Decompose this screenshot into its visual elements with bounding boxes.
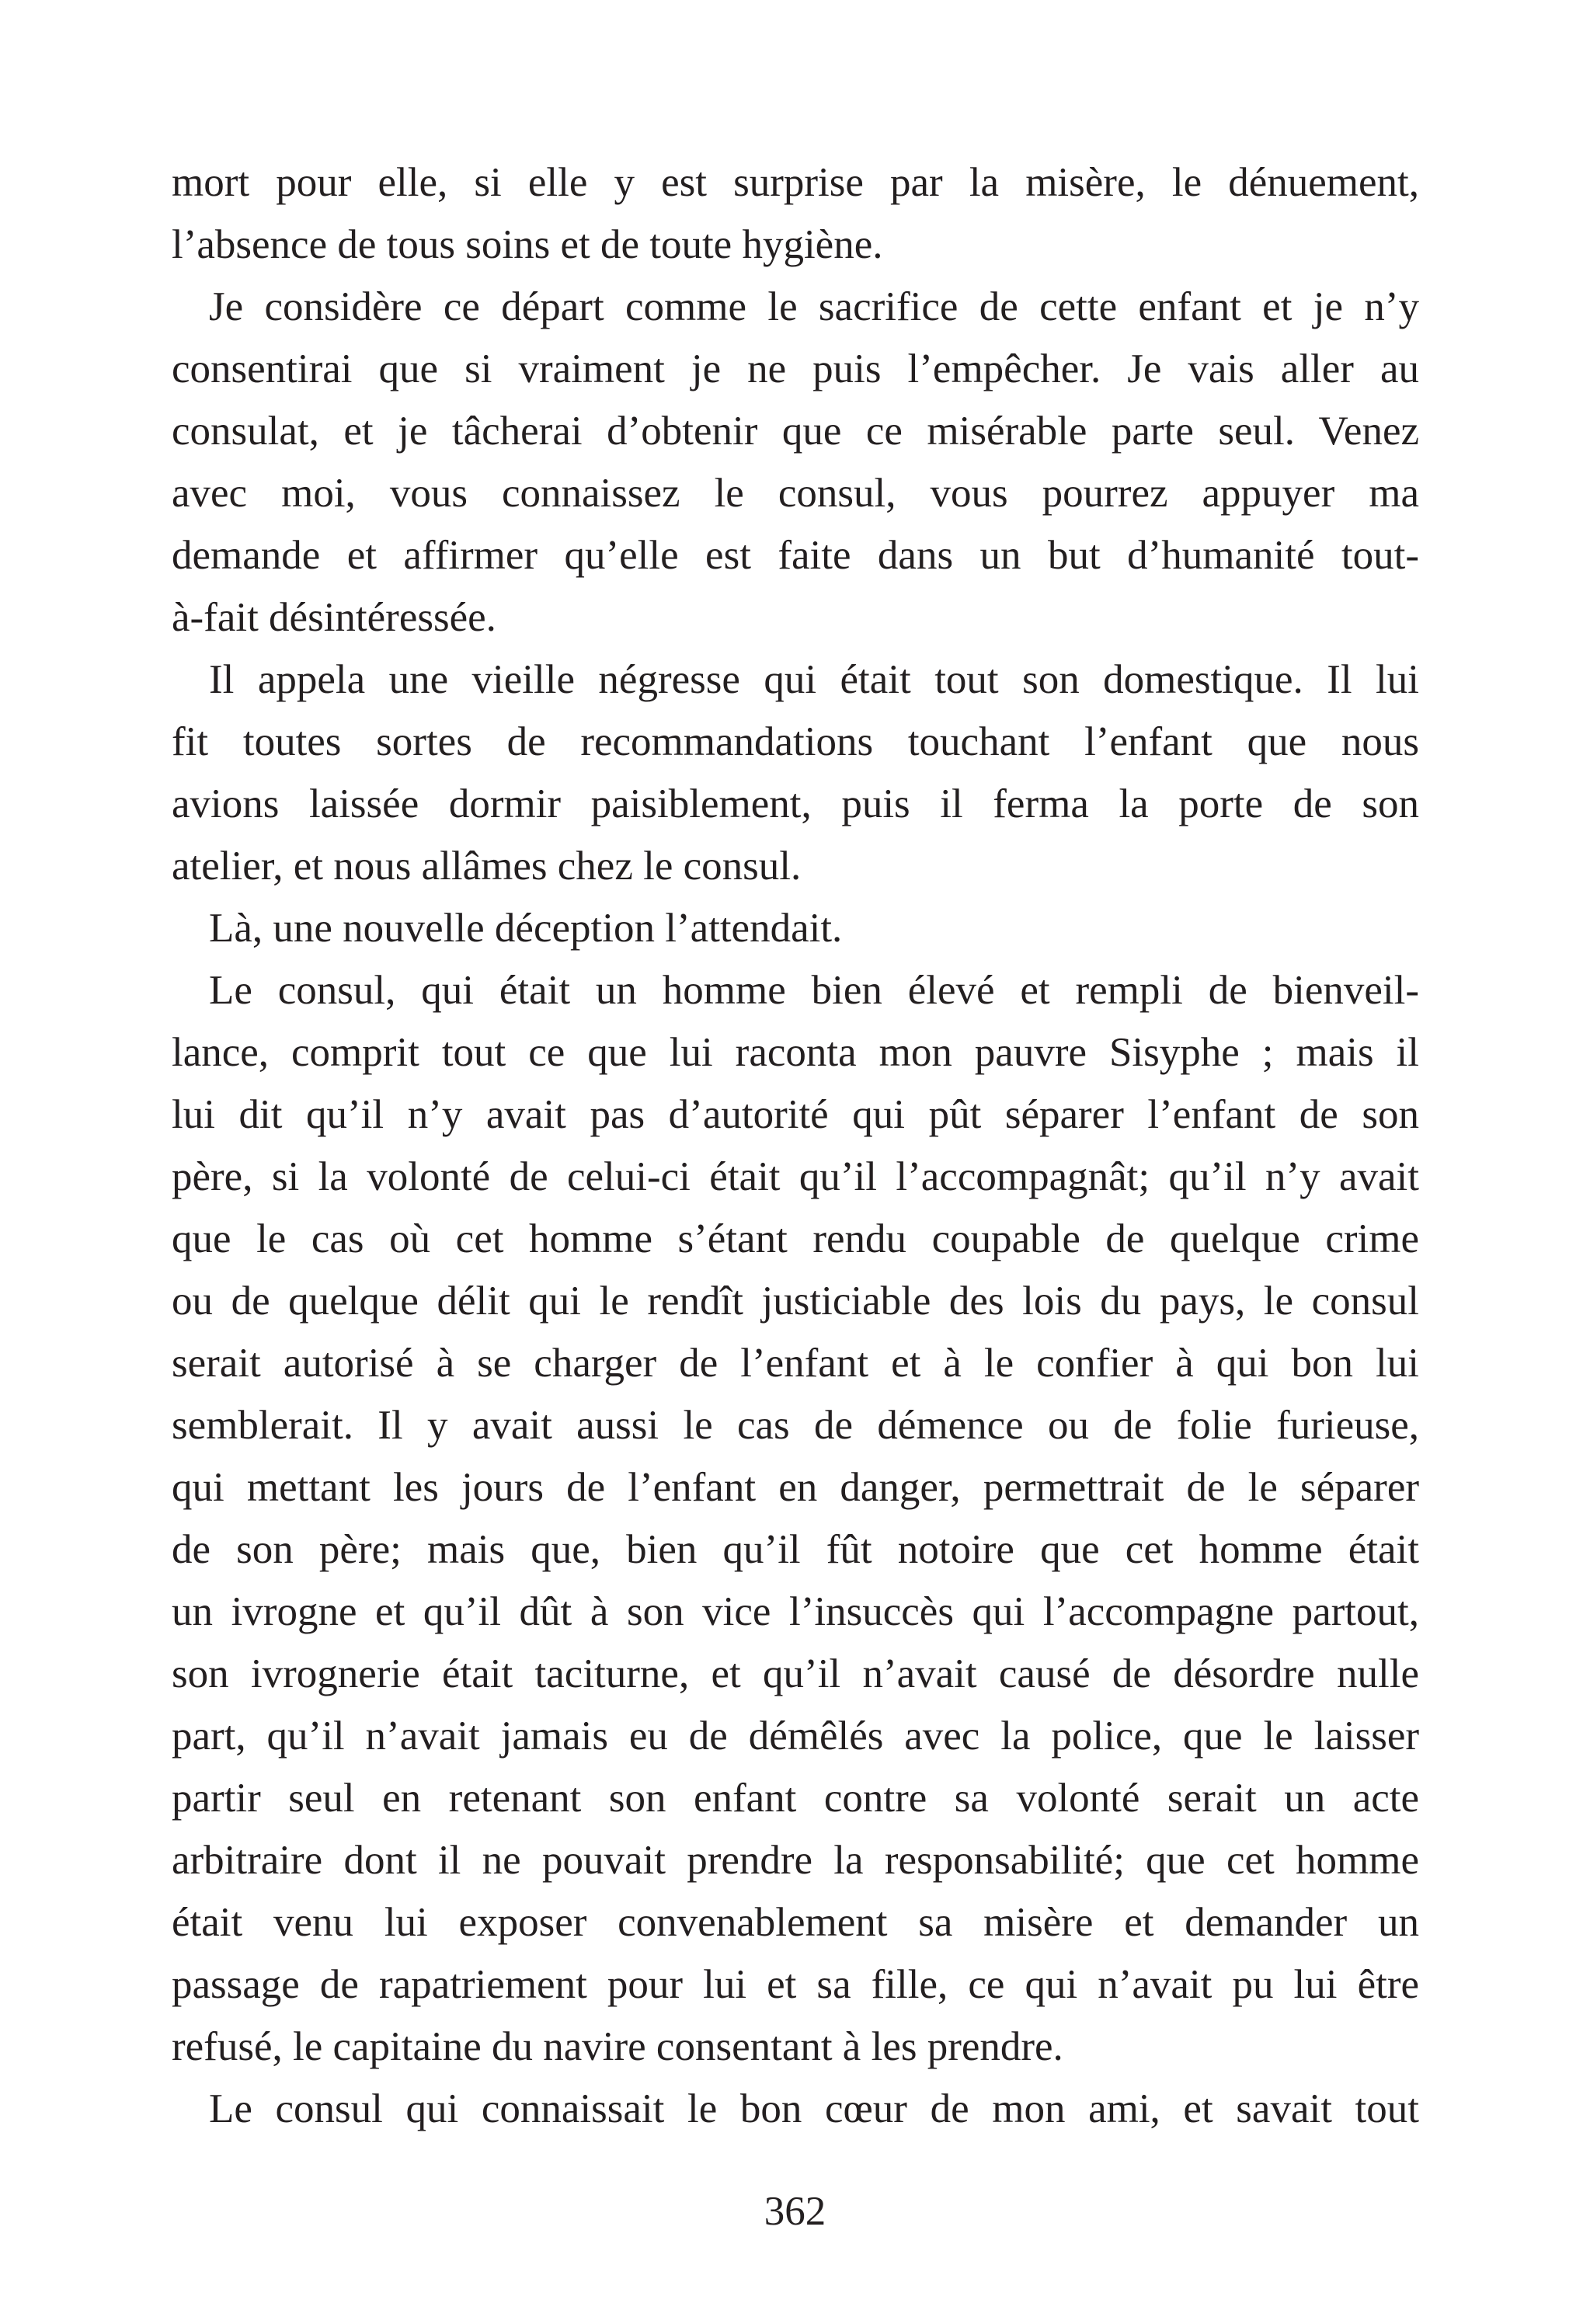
text-line: atelier, et nous allâmes chez le consul.: [172, 844, 802, 889]
text-line: Là, une nouvelle déception l’attendait.: [209, 906, 843, 951]
text-line: avec moi, vous connaissez le consul, vous pourrez appuyer ma: [172, 471, 1419, 516]
text-line: Le consul, qui était un homme bien élevé et rempli de bienveil-: [209, 968, 1419, 1013]
text-line: était venu lui exposer convenablement sa misère et demander un: [172, 1900, 1419, 1945]
text-line: consentirai que si vraiment je ne puis l’empêcher. Je vais aller au: [172, 346, 1419, 391]
text-line: à-fait désintéressée.: [172, 595, 496, 640]
text-line: un ivrogne et qu’il dût à son vice l’insuccès qui l’accompagne partout,: [172, 1589, 1419, 1634]
text-line: consulat, et je tâcherai d’obtenir que ce misérable parte seul. Venez: [172, 409, 1419, 454]
text-line: son ivrognerie était taciturne, et qu’il n’avait causé de désordre nulle: [172, 1651, 1419, 1696]
text-line: Le consul qui connaissait le bon cœur de mon ami, et savait tout: [209, 2086, 1419, 2131]
text-line: Je considère ce départ comme le sacrifice de cette enfant et je n’y: [209, 284, 1419, 329]
text-line: demande et affirmer qu’elle est faite dans un but d’humanité tout-: [172, 533, 1419, 578]
text-line: ou de quelque délit qui le rendît justiciable des lois du pays, le consul: [172, 1279, 1419, 1324]
text-line: refusé, le capitaine du navire consentant à les prendre.: [172, 2024, 1063, 2069]
text-line: semblerait. Il y avait aussi le cas de démence ou de folie furieuse,: [172, 1403, 1419, 1448]
text-line: père, si la volonté de celui-ci était qu’il l’accompagnât; qu’il n’y avait: [172, 1154, 1419, 1199]
text-line: qui mettant les jours de l’enfant en danger, permettrait de le séparer: [172, 1465, 1419, 1510]
text-line: serait autorisé à se charger de l’enfant et à le confier à qui bon lui: [172, 1341, 1419, 1386]
text-line: passage de rapatriement pour lui et sa fille, ce qui n’avait pu lui être: [172, 1962, 1419, 2007]
text-line: lance, comprit tout ce que lui raconta mon pauvre Sisyphe ; mais il: [172, 1030, 1419, 1075]
text-line: lui dit qu’il n’y avait pas d’autorité qui pût séparer l’enfant de son: [172, 1092, 1419, 1137]
text-line: l’absence de tous soins et de toute hygiène.: [172, 222, 883, 267]
text-line: arbitraire dont il ne pouvait prendre la responsabilité; que cet homme: [172, 1838, 1419, 1883]
text-line: mort pour elle, si elle y est surprise par la misère, le dénuement,: [172, 160, 1419, 205]
body-text: [172, 151, 1419, 2140]
page-number: 362: [764, 2189, 826, 2234]
text-line: partir seul en retenant son enfant contre sa volonté serait un acte: [172, 1776, 1419, 1821]
text-line: que le cas où cet homme s’étant rendu coupable de quelque crime: [172, 1216, 1419, 1261]
text-line: Il appela une vieille négresse qui était tout son domestique. Il lui: [209, 657, 1419, 702]
text-line: fit toutes sortes de recommandations touchant l’enfant que nous: [172, 719, 1419, 764]
text-line: de son père; mais que, bien qu’il fût notoire que cet homme était: [172, 1527, 1419, 1572]
text-line: avions laissée dormir paisiblement, puis il ferma la porte de son: [172, 781, 1419, 826]
text-line: part, qu’il n’avait jamais eu de démêlés avec la police, que le laisser: [172, 1713, 1419, 1759]
